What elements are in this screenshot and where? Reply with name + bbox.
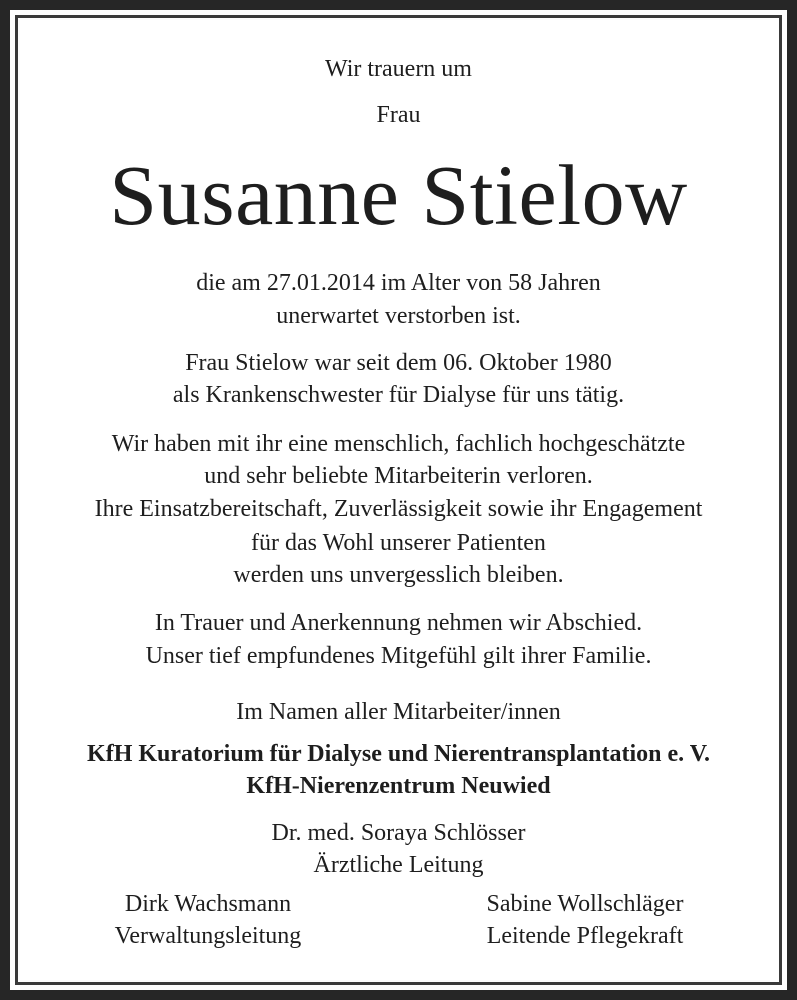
signatory-right-name: Sabine Wollschläger xyxy=(486,891,684,917)
tribute-line: und sehr beliebte Mitarbeiterin verloren. xyxy=(204,463,593,489)
tribute-line: werden uns unvergesslich bleiben. xyxy=(233,562,564,588)
organization-unit: KfH-Nierenzentrum Neuwied xyxy=(246,773,551,799)
organization-name: KfH Kuratorium für Dialyse und Nierentransplantation e. V. xyxy=(87,741,710,767)
on-behalf: Im Namen aller Mitarbeiter/innen xyxy=(236,699,561,725)
tribute-line: für das Wohl unserer Patienten xyxy=(251,530,546,556)
signatory-left-name: Dirk Wachsmann xyxy=(124,891,292,917)
signatory-left xyxy=(58,890,358,950)
career-line: Frau Stielow war seit dem 06. Oktober 1980 xyxy=(185,350,612,376)
intro: Wir trauern um xyxy=(325,56,472,82)
signatory-center-role: Ärztliche Leitung xyxy=(313,852,484,878)
career-line: als Krankenschwester für Dialyse für uns tätig. xyxy=(172,382,625,408)
signatory-center-name: Dr. med. Soraya Schlösser xyxy=(271,820,526,846)
death-line: unerwartet verstorben ist. xyxy=(276,303,521,329)
signatory-right xyxy=(435,890,735,950)
farewell-line: Unser tief empfundenes Mitgefühl gilt ihrer Familie. xyxy=(145,643,652,669)
signatory-right-role: Leitende Pflegekraft xyxy=(486,923,684,949)
salutation: Frau xyxy=(376,102,421,128)
tribute-line: Ihre Einsatzbereitschaft, Zuverlässigkeit sowie ihr Engagement xyxy=(94,496,703,522)
death-line: die am 27.01.2014 im Alter von 58 Jahren xyxy=(196,270,601,296)
signatory-left-role: Verwaltungsleitung xyxy=(114,923,302,949)
tribute-line: Wir haben mit ihr eine menschlich, fachlich hochgeschätzte xyxy=(111,431,686,457)
deceased-name: Susanne Stielow xyxy=(109,147,688,243)
farewell-line: In Trauer und Anerkennung nehmen wir Abschied. xyxy=(154,610,643,636)
